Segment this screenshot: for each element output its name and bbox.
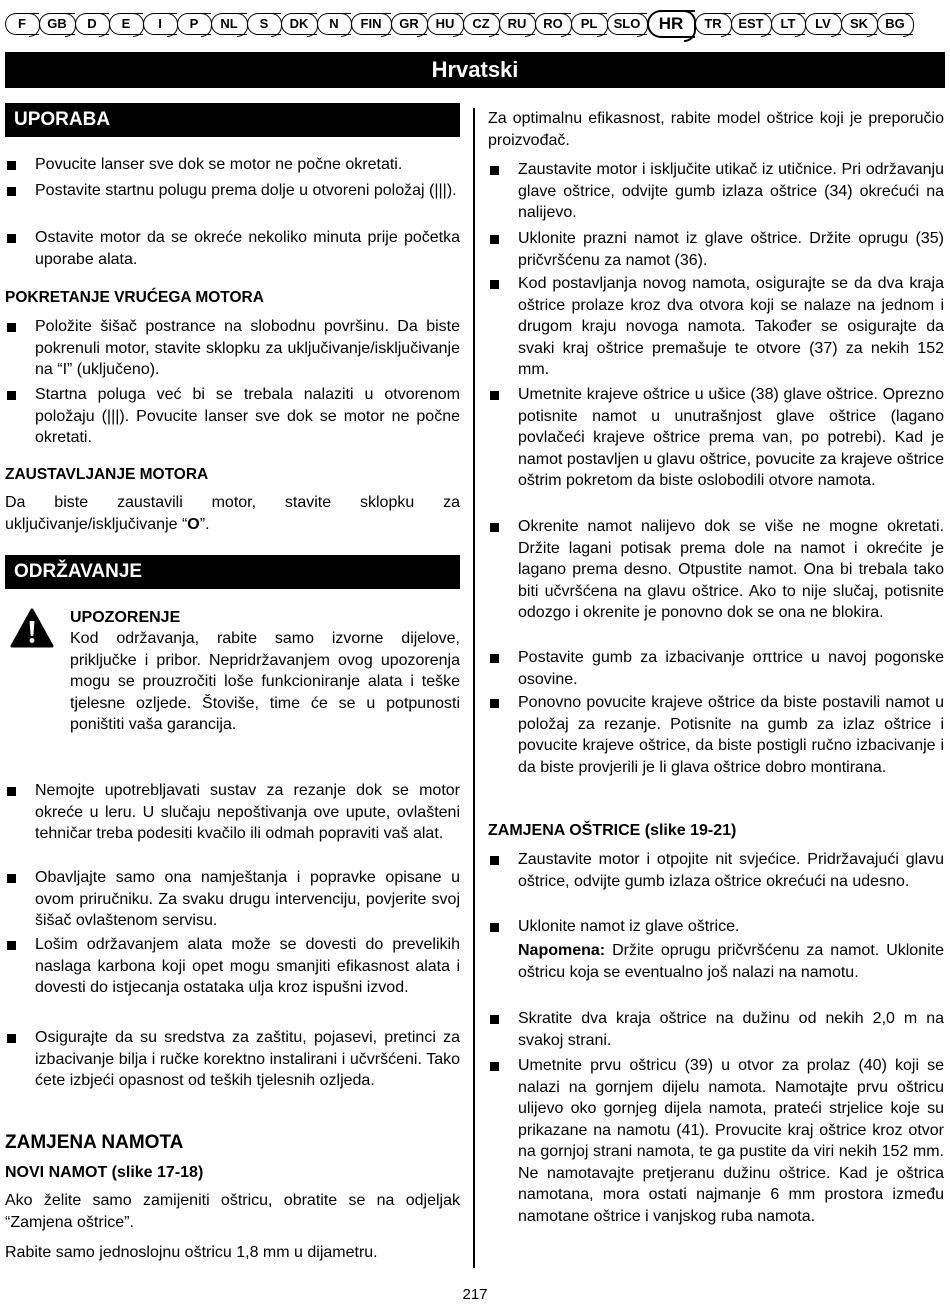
language-tab-n[interactable] bbox=[317, 13, 351, 35]
list-item: Postavite gumb za izbacivanje oπtrice u navoj pogonske osovine. bbox=[488, 647, 944, 690]
note-text: Držite oprugu pričvršćenu za namot. Uklonite oštricu koja se eventualno još nalazi na namotu. bbox=[518, 942, 944, 981]
language-code: HU bbox=[435, 16, 455, 32]
language-code: SK bbox=[849, 16, 869, 32]
list-item: Umetnite krajeve oštrice u ušice (38) glave oštrice. Oprezno potisnite namot u unutrašnjost glave oštrice (lagano povlačeći krajeve oštrice prema van, po potrebi). Kad je namot postavljen u glavu oštrice, povucite za krajeve oštrice oštrim pokretom da biste oslobodili otvore namota. bbox=[488, 384, 944, 492]
language-tab-slo[interactable] bbox=[607, 13, 647, 35]
language-tab-ro[interactable] bbox=[535, 13, 571, 35]
paragraph-zaustavljanje bbox=[5, 492, 460, 535]
language-tab-dk[interactable] bbox=[281, 13, 317, 35]
paragraph-intro: Za optimalnu efikasnost, rabite model oštrice koji je preporučio proizvođač. bbox=[488, 110, 944, 149]
language-tab-cz[interactable] bbox=[463, 13, 499, 35]
language-code: BG bbox=[885, 16, 905, 32]
section-heading-text: UPORABA bbox=[14, 109, 111, 131]
language-tab-est[interactable] bbox=[731, 13, 771, 35]
text-run-bold: O bbox=[187, 515, 200, 533]
language-code: NL bbox=[220, 16, 238, 32]
language-tab-gr[interactable] bbox=[391, 13, 427, 35]
language-tab-pl[interactable] bbox=[571, 13, 607, 35]
list-item: Osigurajte da su sredstva za zaštitu, pojasevi, pretinci za izbacivanje bilja i ručke korektno instalirani i učvršćeni. Tako ćete izbjeći opasnost od teških tjelesnih ozljeda. bbox=[5, 1027, 460, 1092]
list-item: Zaustavite motor i otpojite nit svjećice. Pridržavajući glavu oštrice, odvijte gumb izlaza oštrice okrećući na udesno. bbox=[488, 849, 944, 892]
language-code: DK bbox=[289, 16, 309, 32]
language-tab-lt[interactable] bbox=[771, 13, 805, 35]
list-item: Uklonite namot iz glave oštrice. bbox=[488, 916, 944, 938]
warning-triangle-icon bbox=[10, 608, 54, 648]
language-tab-fin[interactable] bbox=[351, 13, 391, 35]
list-item: Kod postavljanja novog namota, osigurajte se da dva kraja oštrice prolaze kroz dva otvora koji se nalaze na jednom i drugom kraju novoga namota. Također se osigurajte da svaki kraj oštrice premašuje te otvore (37) za nekih 152 mm. bbox=[488, 273, 944, 381]
list-item: Zaustavite motor i isključite utikač iz utičnice. Pri održavanju glave oštrice, odvijte gumb izlaza oštrice (34) okrećući na nalijevo. bbox=[488, 159, 944, 224]
language-code: SLO bbox=[613, 16, 641, 32]
list-item: Povucite lanser sve dok se motor ne počne okretati. bbox=[5, 154, 460, 176]
list-item: Nemojte upotrebljavati sustav za rezanje dok se motor okreće u leru. U slučaju nepoštivanja ove upute, ovlašteni tehničar treba podesiti kvačilo ili odmah popraviti vaš alat. bbox=[5, 780, 460, 845]
subheading-zamjena-ostrice: ZAMJENA OŠTRICE (slike 19-21) bbox=[488, 822, 737, 839]
language-code: TR bbox=[704, 16, 722, 32]
banner-title: Hrvatski bbox=[431, 57, 519, 83]
language-code: FIN bbox=[360, 16, 382, 32]
warning-text: Kod održavanja, rabite samo izvorne dijelove, priključke i pribor. Nepridržavanjem ovog upozorenja mogu se prouzročiti loše funkcioniranje alata i teške tjelesne ozljede. Štoviše, time će se u potpunosti poništiti vaša garancija. bbox=[70, 630, 460, 733]
language-code: F bbox=[18, 16, 26, 32]
subheading-pokretanje: POKRETANJE VRUĆEGA MOTORA bbox=[5, 289, 264, 306]
language-code: P bbox=[189, 16, 199, 32]
list-item: Umetnite prvu oštricu (39) u otvor za prolaz (40) koji se nalazi na gornjem dijelu namota. Namotajte prvu oštricu ulijevo oko gornjeg dijela namota, prateći strjelice koje su prikazane na namotu (41). Provucite kraj oštrice kroz otvor na gornjoj strani namota, te ga pustite da viri nekih 152 mm. Ne namotavajte pretjeranu dužinu oštrice. Kad je oštrica namotana, mora ostati najmanje 6 mm prostora između namotane oštrice i vanjskog ruba namota. bbox=[488, 1055, 944, 1227]
language-tab-lv[interactable] bbox=[805, 13, 841, 35]
language-code: HR bbox=[658, 14, 684, 34]
paragraph: Ako želite samo zamijeniti oštricu, obratite se na odjeljak “Zamjena oštrice”. bbox=[5, 1192, 460, 1231]
language-code: EST bbox=[738, 16, 764, 32]
language-code: I bbox=[158, 16, 162, 32]
language-code: GR bbox=[399, 16, 419, 32]
language-tab-gb[interactable] bbox=[39, 13, 75, 35]
language-code: E bbox=[121, 16, 131, 32]
language-code: N bbox=[329, 16, 339, 32]
language-tab-sk[interactable] bbox=[841, 13, 877, 35]
language-code: GB bbox=[47, 16, 67, 32]
list-item: Startna poluga već bi se trebala nalaziti u otvorenom položaju (|||). Povucite lanser sve dok se motor ne počne okretati. bbox=[5, 384, 460, 449]
subheading-zaustavljanje: ZAUSTAVLJANJE MOTORA bbox=[5, 466, 209, 483]
heading-zamjena-namota: ZAMJENA NAMOTA bbox=[5, 1132, 184, 1153]
language-code: LT bbox=[780, 16, 796, 32]
list-item: Uklonite prazni namot iz glave oštrice. Držite oprugu (35) pričvršćenu za namot (36). bbox=[488, 228, 944, 271]
list-item: Skratite dva kraja oštrice na dužinu od nekih 2,0 m na svakoj strani. bbox=[488, 1008, 944, 1051]
language-tab-s[interactable] bbox=[247, 13, 281, 35]
language-tab-f[interactable] bbox=[5, 13, 39, 35]
language-tab-hr[interactable] bbox=[647, 10, 695, 38]
language-banner bbox=[5, 52, 945, 88]
language-code: D bbox=[87, 16, 97, 32]
paragraph: Rabite samo jednoslojnu oštricu 1,8 mm u dijametru. bbox=[5, 1244, 378, 1261]
language-code: CZ bbox=[472, 16, 490, 32]
section-heading-uporaba bbox=[5, 103, 460, 137]
note-paragraph bbox=[518, 940, 944, 983]
language-code: LV bbox=[815, 16, 831, 32]
language-tab-e[interactable] bbox=[109, 13, 143, 35]
language-tab-i[interactable] bbox=[143, 13, 177, 35]
language-code: RU bbox=[507, 16, 527, 32]
language-tab-nl[interactable] bbox=[211, 13, 247, 35]
language-tab-p[interactable] bbox=[177, 13, 211, 35]
column-divider bbox=[473, 108, 475, 1268]
language-tab-d[interactable] bbox=[75, 13, 109, 35]
list-item: Lošim održavanjem alata može se dovesti do prevelikih naslaga karbona koji opet mogu smanjiti efikasnost alata i dovesti do istjecanja ostataka ulja kroz ispušni izvod. bbox=[5, 934, 460, 999]
section-heading-text: ODRŽAVANJE bbox=[14, 561, 143, 583]
language-tab-hu[interactable] bbox=[427, 13, 463, 35]
language-code: RO bbox=[543, 16, 563, 32]
subheading-novi-namot: NOVI NAMOT (slike 17-18) bbox=[5, 1164, 204, 1181]
language-code: PL bbox=[580, 16, 598, 32]
list-item: Položite šišač postrance na slobodnu površinu. Da biste pokrenuli motor, stavite sklopku za uključivanje/isključivanje na “I” (uključeno). bbox=[5, 316, 460, 381]
text-run: ”. bbox=[199, 515, 210, 533]
section-heading-odrzavanje bbox=[5, 555, 460, 589]
list-item: Postavite startnu polugu prema dolje u otvoreni položaj (|||). bbox=[5, 180, 460, 202]
language-tab-bg[interactable] bbox=[877, 13, 913, 35]
language-tab-ru[interactable] bbox=[499, 13, 535, 35]
list-item: Ponovno povucite krajeve oštrice da biste postavili namot u položaj za rezanje. Potisnite na gumb za izlaz oštrice i povucite krajeve oštrice, da biste postigli ručno izbacivanje i da biste provjerili je li glava oštrice dobro montirana. bbox=[488, 692, 944, 778]
language-bar bbox=[5, 10, 945, 38]
list-item: Obavljajte samo ona namještanja i popravke opisane u ovom priručniku. Za svaku drugu intervenciju, povjerite svoj šišač ovlaštenom servisu. bbox=[5, 867, 460, 932]
list-item: Okrenite namot nalijevo dok se više ne mogne okretati. Držite lagani potisak prema dole na namot i okrećite je lagano prema desno. Otpustite namot. Ona bi trebala tako biti učvršćena na glavu oštrice. Ako to nije slučaj, potisnite odozgo i okrenite je ponovno dok se ona ne blokira. bbox=[488, 516, 944, 624]
list-item: Ostavite motor da se okreće nekoliko minuta prije početka uporabe alata. bbox=[5, 227, 460, 270]
text-run: Da biste zaustavili motor, stavite sklopku za uključivanje/isključivanje “ bbox=[5, 494, 460, 533]
note-label: Napomena: bbox=[518, 942, 606, 959]
warning-title: UPOZORENJE bbox=[70, 609, 181, 626]
language-tab-tr[interactable] bbox=[695, 13, 731, 35]
page-number: 217 bbox=[462, 1286, 488, 1303]
language-code: S bbox=[259, 16, 269, 32]
